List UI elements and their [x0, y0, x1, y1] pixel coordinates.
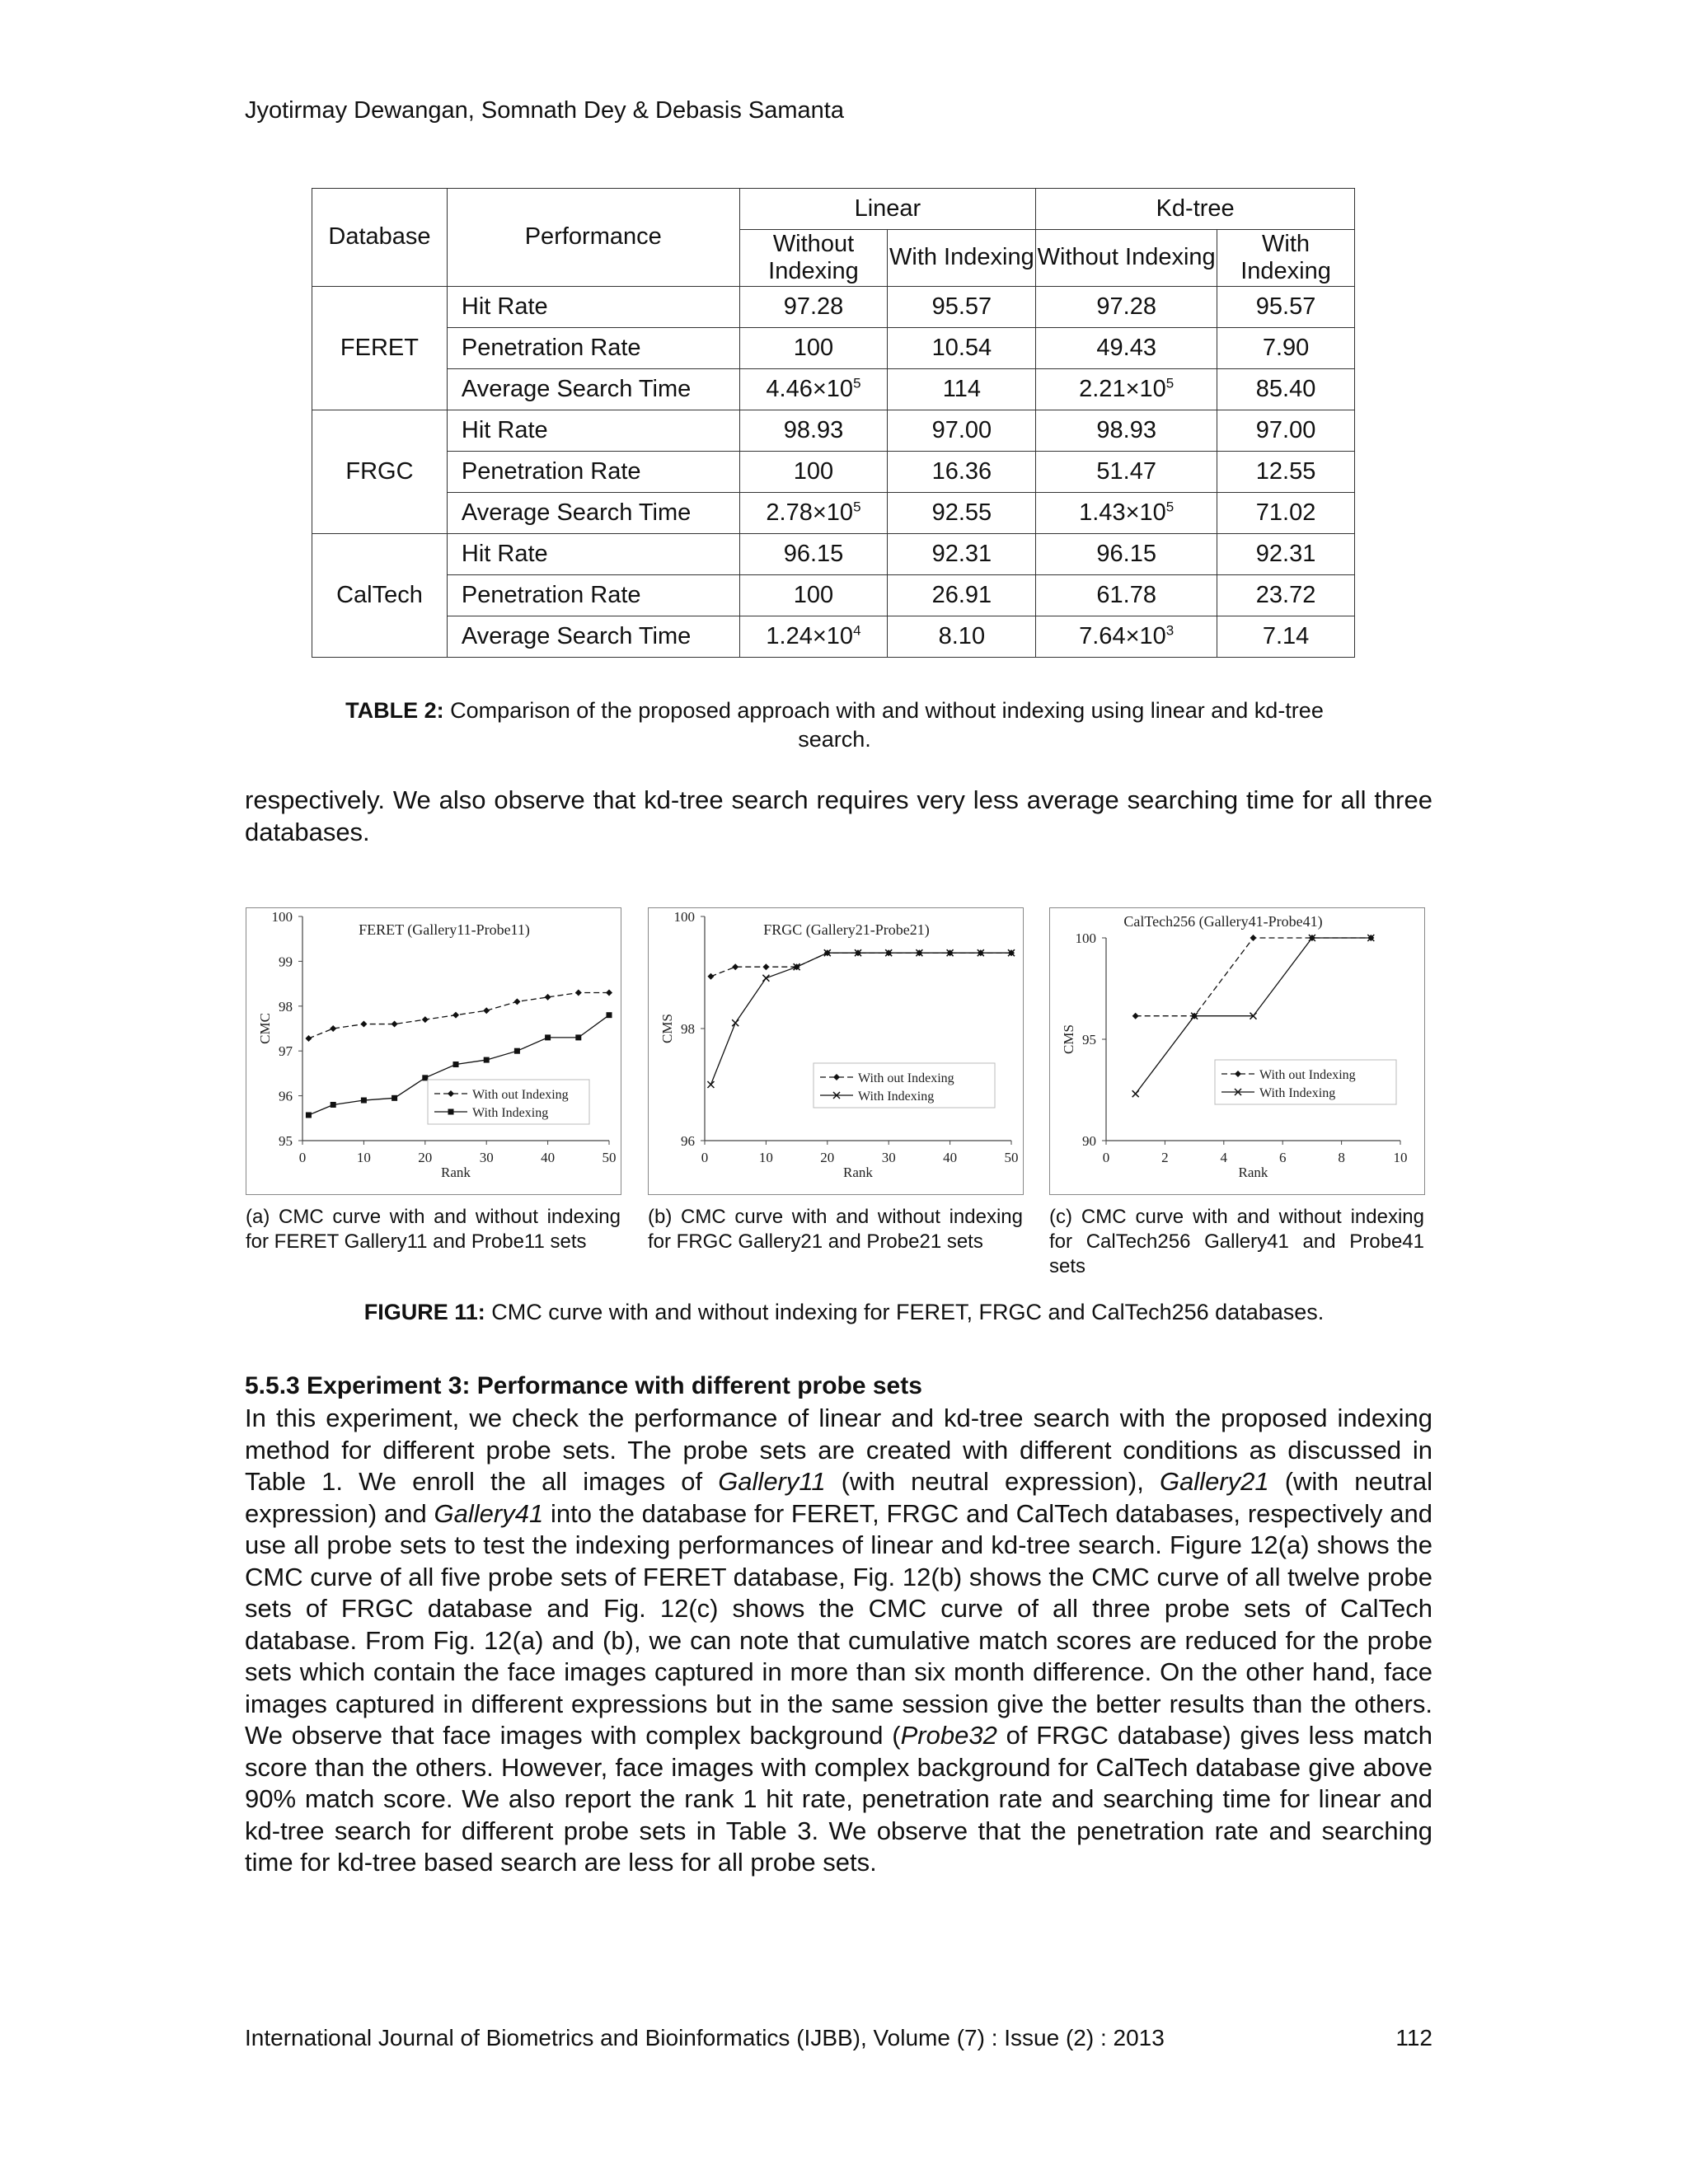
section-heading: 5.5.3 Experiment 3: Performance with different probe sets [245, 1372, 922, 1399]
x-tick-label: 20 [418, 1150, 433, 1165]
data-point [732, 963, 738, 970]
db-cell-feret: FERET [312, 287, 448, 410]
data-point [360, 1021, 367, 1028]
data-point [331, 1102, 336, 1108]
table-cell: $1.24\times 10^4$ [739, 616, 888, 658]
table-row [312, 369, 1355, 410]
data-point [707, 973, 714, 980]
data-point [513, 998, 520, 1005]
series-line [710, 953, 1011, 977]
y-tick-label: 96 [681, 1133, 695, 1149]
table-cell: 12.55 [1217, 452, 1355, 493]
data-point [732, 1019, 738, 1026]
table-cell: 96.15 [739, 534, 888, 575]
x-tick-label: 0 [1102, 1150, 1110, 1165]
legend-label: With out Indexing [858, 1071, 954, 1085]
y-tick-label: 98 [279, 998, 293, 1015]
data-point [762, 963, 769, 970]
table-cell: 98.93 [739, 410, 888, 452]
table-cell: 100 [739, 328, 888, 369]
legend-label: With Indexing [1259, 1086, 1336, 1100]
data-point [392, 1021, 398, 1028]
y-tick-label: 98 [681, 1021, 695, 1037]
results-table [312, 188, 1355, 658]
data-point [607, 1012, 612, 1018]
x-tick-label: 10 [356, 1150, 371, 1165]
series-line [1136, 938, 1372, 1016]
legend-label: With Indexing [472, 1106, 549, 1120]
subcaption-c: (c) CMC curve with and without indexing for CalTech256 Gallery41 and Probe41 sets [1049, 1206, 1424, 1277]
chart-feret [246, 907, 621, 1195]
table-cell: 61.78 [1036, 575, 1217, 616]
data-point [453, 1062, 459, 1067]
table-cell: 100 [739, 575, 888, 616]
table-cell: 71.02 [1217, 493, 1355, 534]
subcaption-b: (b) CMC curve with and without indexing for FRGC Gallery21 and Probe21 sets [648, 1206, 1023, 1253]
footer: International Journal of Biometrics and Bioinformatics (IJBB), Volume (7) : Issue (2) : 2013 [245, 2025, 1165, 2050]
table-cell: 98.93 [1036, 410, 1217, 452]
legend-label: With out Indexing [1259, 1068, 1356, 1082]
table-row [312, 452, 1355, 493]
subheader-linear-without: Without Indexing [739, 230, 888, 287]
table-cell: $7.64\times 10^3$ [1036, 616, 1217, 658]
subheader-linear-with: With Indexing [888, 230, 1036, 287]
x-tick-label: 40 [541, 1150, 556, 1165]
x-axis-label: Rank [441, 1165, 471, 1180]
x-tick-label: 20 [820, 1150, 835, 1165]
chart-caltech [1049, 907, 1425, 1195]
x-axis-label: Rank [1238, 1165, 1268, 1180]
y-tick-label: 97 [279, 1043, 293, 1060]
table-cell: 51.47 [1036, 452, 1217, 493]
table-cell: 100 [739, 452, 888, 493]
x-tick-label: 10 [1393, 1150, 1408, 1165]
metric-name: Penetration Rate [447, 328, 739, 369]
group-header-linear: Linear [739, 189, 1036, 230]
y-tick-label: 100 [673, 909, 695, 925]
table-cell: 97.00 [888, 410, 1036, 452]
x-tick-label: 50 [1004, 1150, 1019, 1165]
db-cell-caltech: CalTech [312, 534, 448, 658]
data-point [484, 1057, 490, 1063]
figure-caption: FIGURE 11: CMC curve with and without indexing for FERET, FRGC and CalTech256 databases. [363, 1300, 1325, 1324]
table-row [312, 328, 1355, 369]
metric-name: Average Search Time [447, 369, 739, 410]
table-cell: $2.78\times 10^5$ [739, 493, 888, 534]
data-point [448, 1109, 454, 1115]
table-caption: TABLE 2: Comparison of the proposed approach with and without indexing using linear and kd-tree search. [345, 698, 1324, 752]
table-cell: 8.10 [888, 616, 1036, 658]
table-cell: $1.43\times 10^5$ [1036, 493, 1217, 534]
subheader-kdtree-without: Without Indexing [1036, 230, 1217, 287]
data-point [330, 1025, 336, 1032]
y-tick-label: 96 [279, 1088, 293, 1104]
x-tick-label: 30 [479, 1150, 494, 1165]
data-point [422, 1075, 428, 1080]
data-point [306, 1112, 312, 1118]
data-point [1132, 1090, 1139, 1097]
metric-name: Hit Rate [447, 410, 739, 452]
table-cell: 96.15 [1036, 534, 1217, 575]
x-tick-label: 8 [1338, 1150, 1345, 1165]
chart-feret-svg [246, 908, 621, 1194]
table-row [312, 493, 1355, 534]
data-point [545, 994, 551, 1001]
table-row [312, 616, 1355, 658]
table-row [312, 410, 1355, 452]
subheader-kdtree-with: With Indexing [1217, 230, 1355, 287]
metric-name: Average Search Time [447, 616, 739, 658]
page-number: 112 [1395, 2025, 1432, 2050]
col-header-database: Database [312, 189, 448, 287]
table-cell: $2.21\times 10^5$ [1036, 369, 1217, 410]
data-point [545, 1034, 551, 1040]
table-cell: 85.40 [1217, 369, 1355, 410]
data-point [422, 1016, 429, 1023]
table-row [312, 534, 1355, 575]
table-cell: 97.28 [739, 287, 888, 328]
data-point [606, 989, 612, 996]
table-cell: 92.31 [888, 534, 1036, 575]
db-cell-frgc: FRGC [312, 410, 448, 534]
y-tick-label: 100 [1075, 930, 1096, 946]
chart-frgc-svg [649, 908, 1023, 1194]
x-axis-label: Rank [843, 1165, 873, 1180]
running-header: Jyotirmay Dewangan, Somnath Dey & Debasis Samanta [245, 97, 844, 124]
y-tick-label: 99 [279, 954, 293, 970]
table-cell: 23.72 [1217, 575, 1355, 616]
data-point [361, 1098, 367, 1104]
table-cell: $4.46\times 10^5$ [739, 369, 888, 410]
x-tick-label: 0 [701, 1150, 709, 1165]
chart-title: CalTech256 (Gallery41-Probe41) [1123, 913, 1323, 930]
data-point [452, 1012, 459, 1019]
data-point [575, 1034, 581, 1040]
chart-caltech-svg [1050, 908, 1424, 1194]
metric-name: Hit Rate [447, 534, 739, 575]
table-cell: 7.90 [1217, 328, 1355, 369]
y-axis-label: CMS [1061, 1024, 1076, 1054]
x-tick-label: 2 [1161, 1150, 1169, 1165]
paragraph: In this experiment, we check the performance of linear and kd-tree search with the proposed indexing method for different probe sets. The probe sets are created with different conditions as discussed in Table 1. We enroll the all images of Gallery11 (with neutral expression), Gallery21 (with neutral expression) and Gallery41 into the database for FERET, FRGC and CalTech databases, respectively and use all probe sets to test the indexing performances of linear and kd-tree search. Figure 12(a) shows the CMC curve of all five probe sets of FERET database, Fig. 12(b) shows the CMC curve of all twelve probe sets of FRGC database and Fig. 12(c) shows the CMC curve of all three probe sets of CalTech database. From Fig. 12(a) and (b), we can note that cumulative match scores are reduced for the probe sets which contain the face images captured in more than six month difference. On the other hand, face images captured in different expressions but in the same session give the better results than the others. We observe that face images with complex background (Probe32 of FRGC database) gives less match score than the others. However, face images with complex background for CalTech database give above 90% match score. We also report the rank 1 hit rate, penetration rate and searching time for linear and kd-tree search for different probe sets in Table 3. We observe that the penetration rate and searching time for kd-tree based search are less for all probe sets. [245, 1404, 1433, 1877]
table-row [312, 287, 1355, 328]
data-point [575, 989, 582, 996]
x-tick-label: 4 [1220, 1150, 1228, 1165]
table-cell: 16.36 [888, 452, 1036, 493]
data-point [707, 1081, 714, 1088]
table-cell: 97.28 [1036, 287, 1217, 328]
y-axis-label: CMC [257, 1013, 273, 1044]
y-tick-label: 100 [271, 909, 293, 925]
table-cell: 7.14 [1217, 616, 1355, 658]
data-point [514, 1048, 520, 1054]
chart-title: FRGC (Gallery21-Probe21) [763, 921, 930, 938]
table-cell: 92.55 [888, 493, 1036, 534]
y-axis-label: CMS [659, 1014, 675, 1043]
table-cell: 114 [888, 369, 1036, 410]
subcaption-a: (a) CMC curve with and without indexing for FERET Gallery11 and Probe11 sets [246, 1206, 621, 1253]
x-tick-label: 40 [943, 1150, 958, 1165]
paragraph: respectively. We also observe that kd-tree search requires very less average searching time for all three databases. [245, 785, 1432, 846]
series-line [308, 992, 609, 1038]
data-point [392, 1095, 397, 1101]
group-header-kdtree: Kd-tree [1036, 189, 1355, 230]
table-cell: 26.91 [888, 575, 1036, 616]
data-point [1250, 935, 1257, 941]
table-row [312, 575, 1355, 616]
metric-name: Average Search Time [447, 493, 739, 534]
data-point [1132, 1013, 1139, 1019]
legend-label: With Indexing [858, 1090, 935, 1104]
table-cell: 97.00 [1217, 410, 1355, 452]
table-cell: 10.54 [888, 328, 1036, 369]
table-cell: 95.57 [1217, 287, 1355, 328]
chart-frgc [648, 907, 1024, 1195]
x-tick-label: 50 [602, 1150, 617, 1165]
x-tick-label: 30 [881, 1150, 896, 1165]
y-tick-label: 95 [1082, 1032, 1096, 1047]
data-point [762, 975, 769, 982]
metric-name: Penetration Rate [447, 452, 739, 493]
table-cell: 92.31 [1217, 534, 1355, 575]
y-tick-label: 95 [279, 1133, 293, 1149]
table-cell: 49.43 [1036, 328, 1217, 369]
table-cell: 95.57 [888, 287, 1036, 328]
chart-title: FERET (Gallery11-Probe11) [359, 921, 530, 938]
y-tick-label: 90 [1082, 1133, 1096, 1149]
data-point [305, 1035, 312, 1042]
metric-name: Hit Rate [447, 287, 739, 328]
x-tick-label: 10 [758, 1150, 773, 1165]
data-point [483, 1007, 490, 1014]
x-tick-label: 6 [1278, 1150, 1287, 1165]
col-header-performance: Performance [447, 189, 739, 287]
x-tick-label: 0 [298, 1150, 307, 1165]
metric-name: Penetration Rate [447, 575, 739, 616]
legend-label: With out Indexing [472, 1088, 569, 1102]
